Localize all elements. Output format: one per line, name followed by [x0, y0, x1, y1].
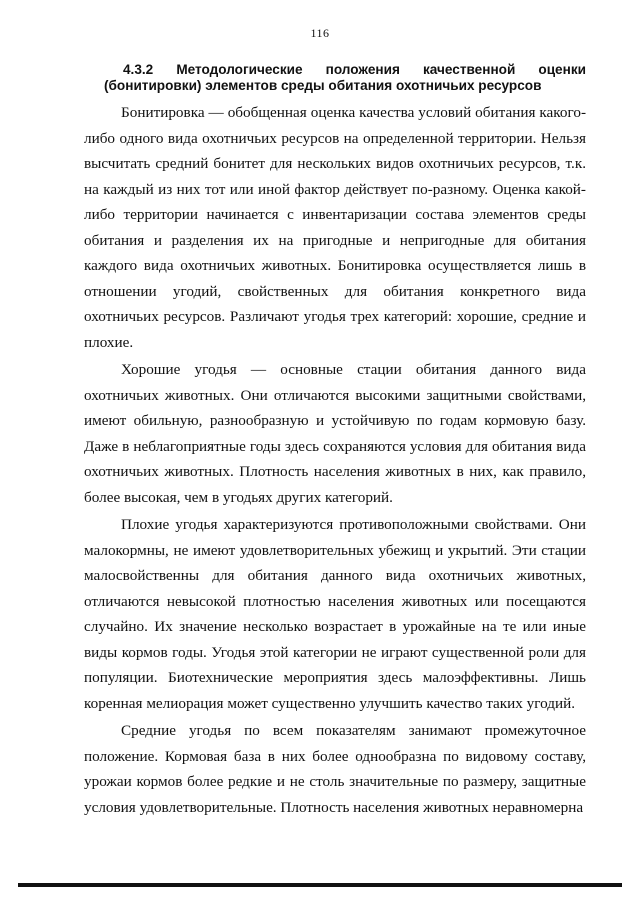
section-heading-line-2: (бонитировки) элементов среды обитания охотничьих ресурсов	[104, 78, 542, 93]
paragraph-medium-lands: Средние угодья по всем показателям занимают промежуточное положение. Кормовая база в них более однообразна по видовому составу, урожаи кормов более редкие и не столь значительные по размеру, защитные условия удовлетворительные. Плотность населения животных неравномерна	[84, 722, 586, 816]
page-content	[84, 62, 586, 820]
section-heading-line-1: 4.3.2 Методологические положения качественной оценки	[123, 62, 586, 77]
bottom-border-line	[18, 883, 622, 887]
paragraph-poor-lands: Плохие угодья характеризуются противоположными свойствами. Они малокормны, не имеют удовлетворительных убежищ и укрытий. Эти стации малосвойственны для обитания данного вида охотничьих животных, отличаются невысокой плотностью населения животных или посещаются случайно. Их значение несколько возрастает в урожайные на те или иные виды кормов годы. Угодья этой категории не играют существенной роли для популяции. Биотехнические мероприятия здесь малоэффективны. Лишь коренная мелиорация может существенно улучшить качество таких угодий.	[84, 516, 586, 712]
page-number: 116	[310, 26, 330, 40]
paragraph-bonitirovka-definition: Бонитировка — обобщенная оценка качества условий обитания какого-либо одного вида охотничьих ресурсов на определенной территории. Нельзя высчитать средний бонитет для нескольких видов охотничьих ресурсов, т.к. на каждый из них тот или иной фактор действует по-разному. Оценка какой-либо территории начинается с инвентаризации состава элементов среды обитания и разделения их на пригодные и непригодные для обитания каждого вида охотничьих животных. Бонитировка осуществляется лишь в отношении угодий, свойственных для обитания конкретного вида охотничьих ресурсов. Различают угодья трех категорий: хорошие, средние и плохие.	[84, 104, 586, 351]
section-heading	[84, 62, 586, 94]
paragraph-good-lands: Хорошие угодья — основные стации обитания данного вида охотничьих животных. Они отличаются высокими защитными свойствами, имеют обильную, разнообразную и устойчивую по годам кормовую базу. Даже в неблагоприятные годы здесь сохраняются условия для обитания вида охотничьих животных. Плотность населения животных в них, как правило, более высокая, чем в угодьях других категорий.	[84, 361, 586, 506]
